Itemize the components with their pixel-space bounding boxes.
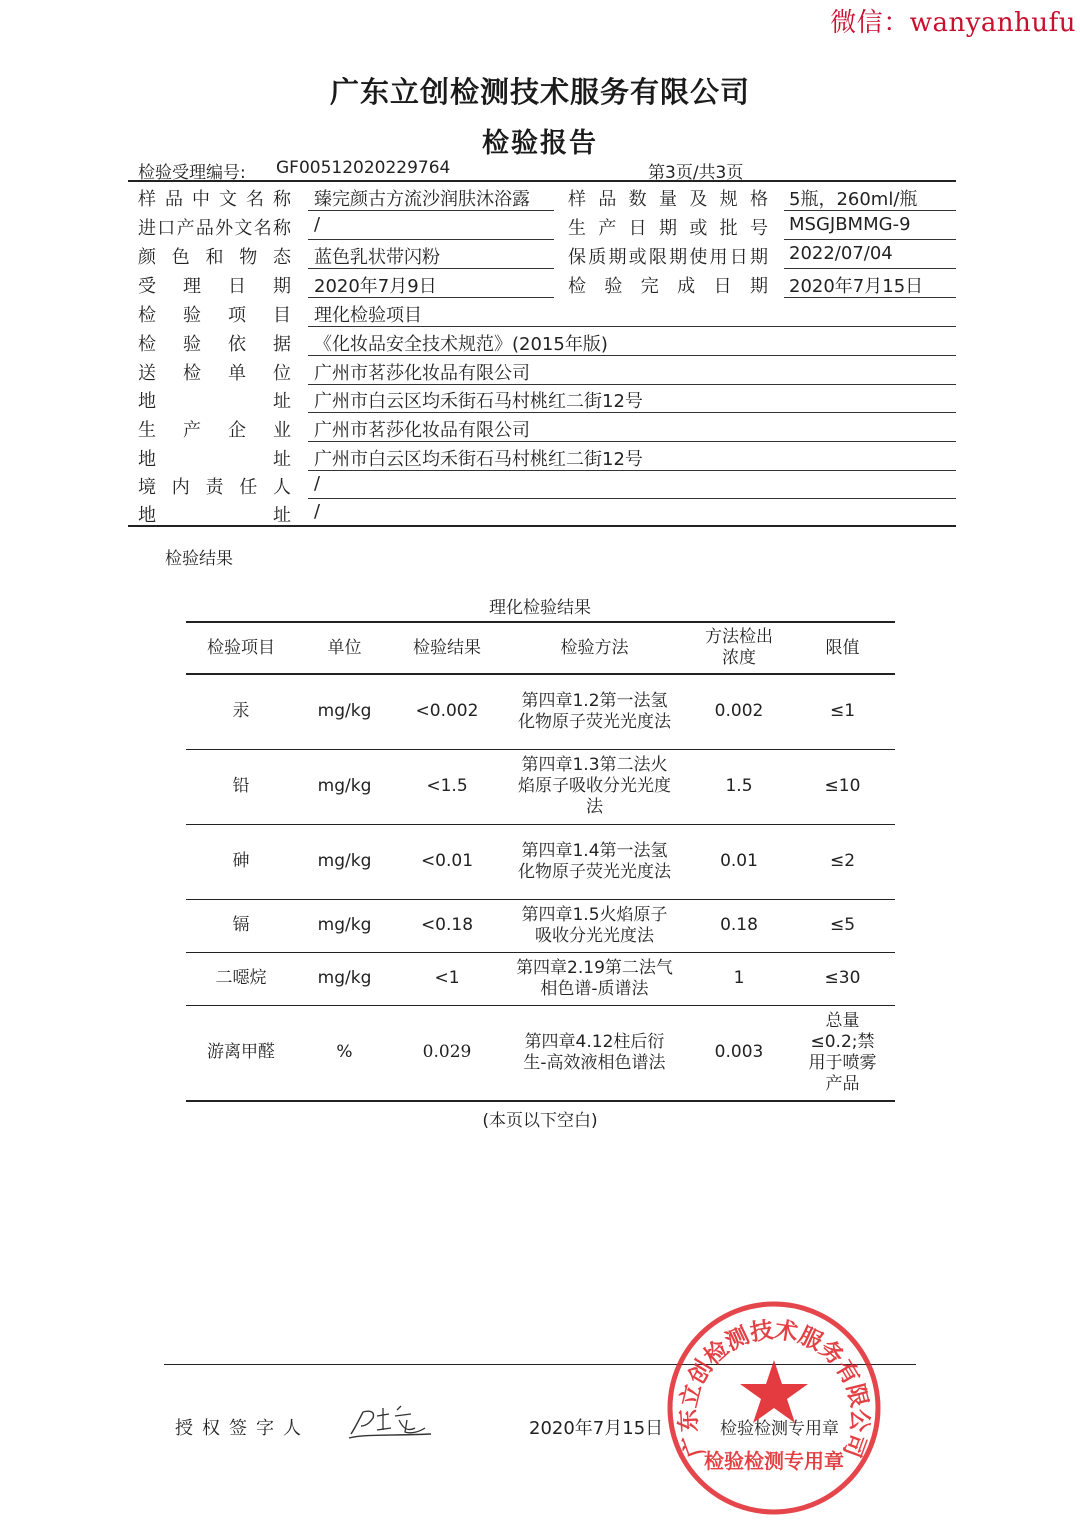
complete-date-label: 检 验 完 成 日 期 [568,276,768,297]
col-header-limit: 限值 [790,622,895,674]
sample-cn-name: 臻完颜古方流沙润肤沐浴露 [314,189,530,210]
cell-limit: ≤2 [790,824,895,899]
table-caption: 理化检验结果 [489,598,591,618]
test-basis-label: 检 验 依 据 [138,334,291,355]
sender-address-label: 地 址 [138,391,291,412]
info-row-sample-name [138,183,956,211]
cell-method: 第四章2.19第二法气相色谱-质谱法 [501,952,688,1005]
info-bottom-rule [128,525,956,527]
cell-result: 0.029 [393,1005,501,1101]
table-row [186,952,895,1005]
seal-star-icon [740,1360,808,1423]
table-row [186,674,895,749]
foreign-name: / [314,214,321,235]
table-header-row [186,622,895,674]
report-meta-row [138,158,956,183]
producer-address-label: 地 址 [138,449,291,470]
authorized-signer-label: 授权签字人 [175,1418,310,1439]
test-item-label: 检 验 项 目 [138,305,291,326]
cell-limit: ≤30 [790,952,895,1005]
cell-result: <1.5 [393,749,501,824]
color-label: 颜 色 和 物 态 [138,247,291,268]
cell-item: 镉 [186,899,296,952]
cell-detection: 1.5 [688,749,790,824]
cell-detection: 0.003 [688,1005,790,1101]
cell-item: 砷 [186,824,296,899]
batch-number: MSGJBMMG-9 [789,214,911,235]
cell-unit: mg/kg [296,749,393,824]
col-header-detection: 方法检出浓度 [688,622,790,674]
report-title: 检验报告 [482,128,598,159]
sample-cn-name-label: 样 品 中 文 名 称 [138,189,291,210]
rep-address: / [314,501,321,522]
company-name: 广东立创检测技术服务有限公司 [329,75,750,109]
cell-method: 第四章1.4第一法氢化物原子荧光光度法 [501,824,688,899]
cell-detection: 1 [688,952,790,1005]
acceptance-number-label: 检验受理编号: [138,163,246,183]
cell-limit: 总量≤0.2;禁用于喷雾产品 [790,1005,895,1101]
cell-result: <0.002 [393,674,501,749]
test-item: 理化检验项目 [314,305,422,326]
cell-detection: 0.01 [688,824,790,899]
handwritten-signature [345,1398,435,1446]
info-row-foreign-name [138,212,956,240]
rep-address-label: 地 址 [138,505,291,526]
cell-unit: % [296,1005,393,1101]
domestic-rep: / [314,473,321,494]
info-top-rule [128,180,956,182]
cell-unit: mg/kg [296,824,393,899]
cell-method: 第四章1.5火焰原子吸收分光光度法 [501,899,688,952]
info-row-producer [138,414,956,442]
expiry-label: 保 质 期 或 限 期 使 用 日 期 [568,247,768,268]
cell-result: <1 [393,952,501,1005]
seal-label: 检验检测专用章 [720,1419,839,1439]
results-table [186,621,895,1102]
accept-date: 2020年7月9日 [314,276,437,297]
cell-method: 第四章1.3第二法火焰原子吸收分光光度法 [501,749,688,824]
cell-limit: ≤5 [790,899,895,952]
cell-unit: mg/kg [296,674,393,749]
cell-item: 铅 [186,749,296,824]
official-seal [662,1296,886,1520]
col-header-item: 检验项目 [186,622,296,674]
col-header-result: 检验结果 [393,622,501,674]
info-row-producer-address [138,443,956,471]
cell-unit: mg/kg [296,899,393,952]
cell-unit: mg/kg [296,952,393,1005]
results-heading: 检验结果 [165,549,233,569]
cell-item: 汞 [186,674,296,749]
expiry-date: 2022/07/04 [789,243,893,264]
cell-detection: 0.18 [688,899,790,952]
acceptance-number: GF00512020229764 [276,158,451,178]
watermark-text: 微信：wanyanhufu [830,8,1076,38]
page-indicator: 第3页/共3页 [648,163,744,183]
cell-item: 游离甲醛 [186,1005,296,1101]
cell-detection: 0.002 [688,674,790,749]
cell-result: <0.01 [393,824,501,899]
producer-company: 广州市茗莎化妆品有限公司 [314,420,530,441]
producer-label: 生 产 企 业 [138,420,291,441]
seal-ring-text: 广东立创检测技术服务有限公司 [674,1316,874,1461]
info-row-item [138,299,956,327]
signature-date: 2020年7月15日 [529,1418,664,1439]
info-row-dates [138,270,956,298]
table-row [186,824,895,899]
sender-address: 广州市白云区均禾街石马村桃红二街12号 [314,391,643,412]
domestic-rep-label: 境 内 责 任 人 [138,477,291,498]
info-row-domestic-rep [138,471,956,499]
info-row-basis [138,328,956,356]
sender-label: 送 检 单 位 [138,363,291,384]
col-header-method: 检验方法 [501,622,688,674]
sender-company: 广州市茗莎化妆品有限公司 [314,363,530,384]
foreign-name-label: 进 口 产 品 外 文 名 称 [138,218,291,239]
accept-date-label: 受 理 日 期 [138,276,291,297]
sample-quantity: 5瓶，260ml/瓶 [789,189,918,210]
col-header-unit: 单位 [296,622,393,674]
info-row-color [138,241,956,269]
complete-date: 2020年7月15日 [789,276,924,297]
cell-method: 第四章4.12柱后衍生-高效液相色谱法 [501,1005,688,1101]
cell-method: 第四章1.2第一法氢化物原子荧光光度法 [501,674,688,749]
cell-limit: ≤10 [790,749,895,824]
seal-bottom-text: 检验检测专用章 [704,1449,844,1473]
producer-address: 广州市白云区均禾街石马村桃红二街12号 [314,449,643,470]
color-state: 蓝色乳状带闪粉 [314,247,440,268]
table-row [186,1005,895,1101]
cell-limit: ≤1 [790,674,895,749]
table-row [186,749,895,824]
table-row [186,899,895,952]
blank-page-note: (本页以下空白) [482,1111,598,1131]
cell-item: 二噁烷 [186,952,296,1005]
info-row-sender-address [138,385,956,413]
info-row-sender [138,357,956,385]
batch-label: 生 产 日 期 或 批 号 [568,218,768,239]
info-row-rep-address [138,499,956,527]
cell-result: <0.18 [393,899,501,952]
test-basis: 《化妆品安全技术规范》(2015年版) [314,334,608,355]
quantity-label: 样 品 数 量 及 规 格 [568,189,768,210]
